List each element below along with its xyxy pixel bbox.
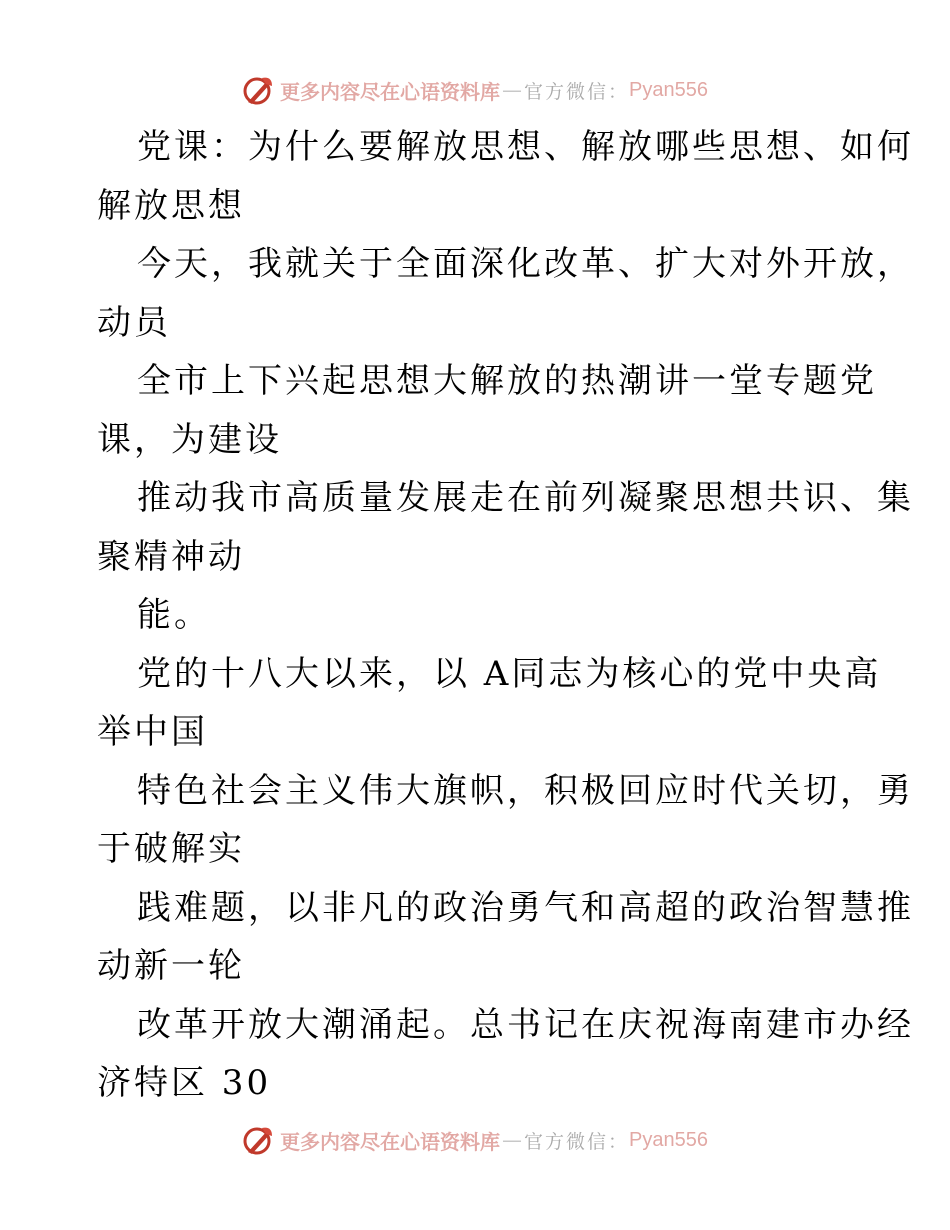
- watermark-dash: —: [502, 1128, 522, 1152]
- watermark-main-text: 更多内容尽在心语资料库: [280, 79, 500, 104]
- header-watermark: [0, 70, 950, 110]
- document-body: [97, 118, 914, 1113]
- text-line: 动员: [97, 302, 171, 343]
- watermark-main-text: 更多内容尽在心语资料库: [280, 1129, 500, 1154]
- text-line: 于破解实: [97, 829, 245, 869]
- text-line: 践难题，以非凡的政治勇气和高超的政治智慧推: [137, 887, 914, 928]
- text-line: 今天，我就关于全面深化改革、扩大对外开放，: [137, 244, 914, 284]
- text-line: 改革开放大潮涌起。总书记在庆祝海南建市办经: [137, 1004, 914, 1045]
- text-line: 济特区 30: [97, 1063, 272, 1103]
- feather-pen-icon: [242, 74, 274, 106]
- text-line: 推动我市高质量发展走在前列凝聚思想共识、集: [137, 478, 914, 518]
- text-line: 举中国: [97, 712, 208, 752]
- text-line: 聚精神动: [97, 536, 245, 577]
- text-line: 党课：为什么要解放思想、解放哪些思想、如何: [137, 127, 914, 167]
- text-line: 解放思想: [97, 185, 245, 226]
- watermark-wechat-label: 官方微信：: [524, 1130, 630, 1153]
- watermark-wechat-label: 官方微信：: [524, 80, 630, 103]
- feather-pen-icon: [242, 1124, 274, 1156]
- footer-watermark: [0, 1120, 950, 1160]
- text-line: 动新一轮: [97, 946, 245, 986]
- text-line: 党的十八大以来，以 A同志为核心的党中央高: [137, 653, 882, 694]
- watermark-wechat-id: Pyan556: [629, 1128, 708, 1151]
- text-line: 特色社会主义伟大旗帜，积极回应时代关切，勇: [137, 770, 914, 811]
- watermark-wechat-id: Pyan556: [629, 78, 708, 101]
- text-line: 课，为建设: [97, 419, 282, 460]
- text-line: 全市上下兴起思想大解放的热潮讲一堂专题党: [137, 361, 877, 401]
- watermark-dash: —: [502, 78, 522, 102]
- text-line: 能。: [137, 595, 211, 635]
